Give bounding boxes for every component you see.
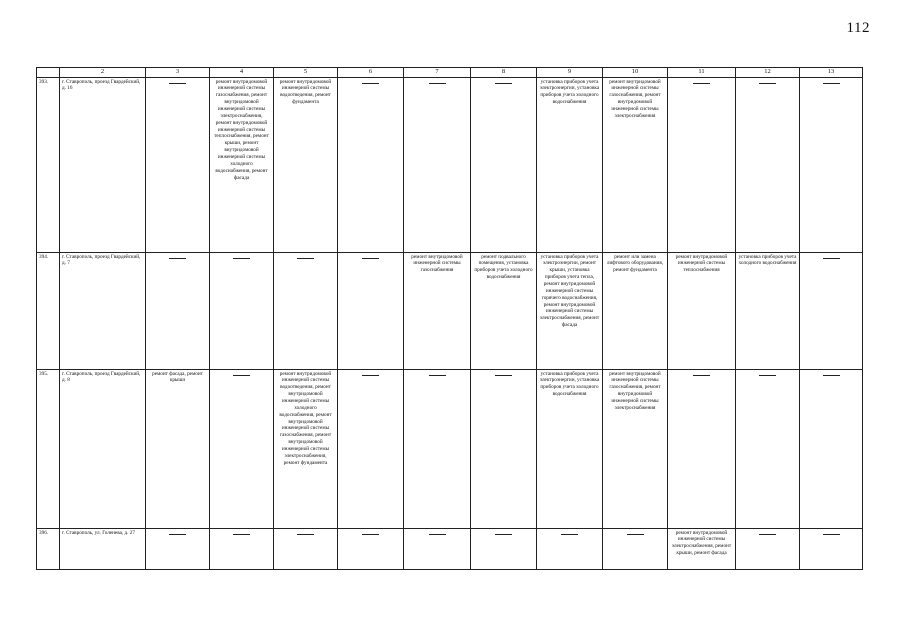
- empty-dash-cell: [736, 77, 800, 252]
- work-type-cell: установка приборов учета холодного водоснабжения: [736, 252, 800, 369]
- row-number: 395.: [37, 369, 60, 528]
- dash-mark: [233, 375, 250, 376]
- dash-mark: [233, 534, 250, 535]
- dash-mark: [233, 258, 250, 259]
- empty-dash-cell: [146, 77, 210, 252]
- empty-dash-cell: [800, 369, 863, 528]
- dash-mark: [823, 83, 840, 84]
- empty-dash-cell: [668, 77, 736, 252]
- dash-mark: [362, 83, 379, 84]
- empty-dash-cell: [274, 252, 338, 369]
- dash-mark: [169, 258, 186, 259]
- row-number: 393.: [37, 77, 60, 252]
- address-cell: г. Ставрополь, проезд Гвардейский, д. 8: [60, 369, 146, 528]
- dash-mark: [693, 375, 710, 376]
- dash-mark: [823, 375, 840, 376]
- column-header: 3: [146, 68, 210, 78]
- dash-mark: [759, 534, 776, 535]
- row-number: 396.: [37, 528, 60, 569]
- empty-dash-cell: [471, 77, 537, 252]
- dash-mark: [823, 534, 840, 535]
- empty-dash-cell: [800, 252, 863, 369]
- empty-dash-cell: [471, 528, 537, 569]
- work-type-cell: ремонт внутридомовой инженерной системы газоснабжения, ремонт внутридомовой инженерной системы электроснабжения: [603, 369, 668, 528]
- page-number: 112: [846, 20, 870, 36]
- dash-mark: [823, 258, 840, 259]
- dash-mark: [362, 534, 379, 535]
- dash-mark: [169, 534, 186, 535]
- row-number: 394.: [37, 252, 60, 369]
- empty-dash-cell: [146, 528, 210, 569]
- empty-dash-cell: [210, 369, 274, 528]
- empty-dash-cell: [537, 528, 603, 569]
- empty-dash-cell: [146, 252, 210, 369]
- dash-mark: [362, 258, 379, 259]
- table-row: [37, 77, 863, 252]
- dash-mark: [362, 375, 379, 376]
- work-type-cell: ремонт фасада, ремонт крыши: [146, 369, 210, 528]
- work-type-cell: ремонт подвального помещения, установка приборов учета холодного водоснабжения: [471, 252, 537, 369]
- address-cell: г. Ставрополь, проезд Гвардейский, д. 7: [60, 252, 146, 369]
- dash-mark: [495, 83, 512, 84]
- empty-dash-cell: [736, 528, 800, 569]
- column-header: 2: [60, 68, 146, 78]
- column-header: 5: [274, 68, 338, 78]
- dash-mark: [297, 258, 314, 259]
- dash-mark: [693, 83, 710, 84]
- work-type-cell: ремонт внутридомовой инженерной системы газоснабжения: [404, 252, 471, 369]
- work-type-cell: установка приборов учета электроэнергии, ремонт крыши, установка приборов учета тепла, ремонт внутридомовой инженерной системы горячего водоснабжения, ремонт внутридомовой инженерной системы электроснабжения, ремонт фасада: [537, 252, 603, 369]
- dash-mark: [759, 83, 776, 84]
- column-header-row: [37, 68, 863, 78]
- dash-mark: [759, 375, 776, 376]
- empty-dash-cell: [338, 77, 404, 252]
- column-header: 9: [537, 68, 603, 78]
- empty-dash-cell: [210, 528, 274, 569]
- work-type-cell: ремонт внутридомовой инженерной системы газоснабжения, ремонт внутридомовой инженерной системы электроснабжения: [603, 77, 668, 252]
- work-type-cell: ремонт или замена лифтового оборудования, ремонт фундамента: [603, 252, 668, 369]
- work-type-cell: ремонт внутридомовой инженерной системы водоотведения, ремонт внутридомовой инженерной системы холодного водоснабжения, ремонт внутридомовой инженерной системы газоснабжения, ремонт внутридомовой инженерной системы электроснабжения, ремонт фундамента: [274, 369, 338, 528]
- column-header: 7: [404, 68, 471, 78]
- column-header: 8: [471, 68, 537, 78]
- empty-dash-cell: [404, 77, 471, 252]
- empty-dash-cell: [736, 369, 800, 528]
- empty-dash-cell: [338, 528, 404, 569]
- empty-dash-cell: [210, 252, 274, 369]
- dash-mark: [429, 534, 446, 535]
- work-type-cell: ремонт внутридомовой инженерной системы электроснабжения, ремонт крыши, ремонт фасада: [668, 528, 736, 569]
- dash-mark: [627, 534, 644, 535]
- empty-dash-cell: [274, 528, 338, 569]
- schedule-table-sheet: [36, 67, 862, 570]
- column-header: 12: [736, 68, 800, 78]
- empty-dash-cell: [800, 528, 863, 569]
- work-type-cell: ремонт внутридомовой инженерной системы теплоснабжения: [668, 252, 736, 369]
- dash-mark: [429, 375, 446, 376]
- work-type-cell: ремонт внутридомовой инженерной системы водоотведения, ремонт фундамента: [274, 77, 338, 252]
- dash-mark: [495, 534, 512, 535]
- empty-dash-cell: [404, 528, 471, 569]
- work-type-cell: ремонт внутридомовой инженерной системы газоснабжения, ремонт внутридомовой инженерной системы электроснабжения, ремонт внутридомовой инженерной системы теплоснабжения, ремонт крыши, ремонт внутридомовой инженерной системы холодного водоснабжения, ремонт фасада: [210, 77, 274, 252]
- dash-mark: [429, 83, 446, 84]
- empty-dash-cell: [471, 369, 537, 528]
- column-header: 10: [603, 68, 668, 78]
- address-cell: г. Ставрополь, ул. Голенева, д. 27: [60, 528, 146, 569]
- work-type-cell: установка приборов учета электроэнергии, установка приборов учета холодного водоснабжения: [537, 77, 603, 252]
- column-header: 11: [668, 68, 736, 78]
- column-header: [37, 68, 60, 78]
- empty-dash-cell: [404, 369, 471, 528]
- dash-mark: [561, 534, 578, 535]
- empty-dash-cell: [668, 369, 736, 528]
- address-cell: г. Ставрополь, проезд Гвардейский, д. 16: [60, 77, 146, 252]
- empty-dash-cell: [338, 369, 404, 528]
- dash-mark: [495, 375, 512, 376]
- empty-dash-cell: [338, 252, 404, 369]
- column-header: 13: [800, 68, 863, 78]
- empty-dash-cell: [800, 77, 863, 252]
- dash-mark: [297, 534, 314, 535]
- table-row: [37, 369, 863, 528]
- column-header: 6: [338, 68, 404, 78]
- dash-mark: [169, 83, 186, 84]
- work-type-cell: установка приборов учета электроэнергии, установка приборов учета холодного водоснабжения: [537, 369, 603, 528]
- column-header: 4: [210, 68, 274, 78]
- table-row: [37, 528, 863, 569]
- repair-schedule-table: [36, 67, 863, 570]
- empty-dash-cell: [603, 528, 668, 569]
- table-row: [37, 252, 863, 369]
